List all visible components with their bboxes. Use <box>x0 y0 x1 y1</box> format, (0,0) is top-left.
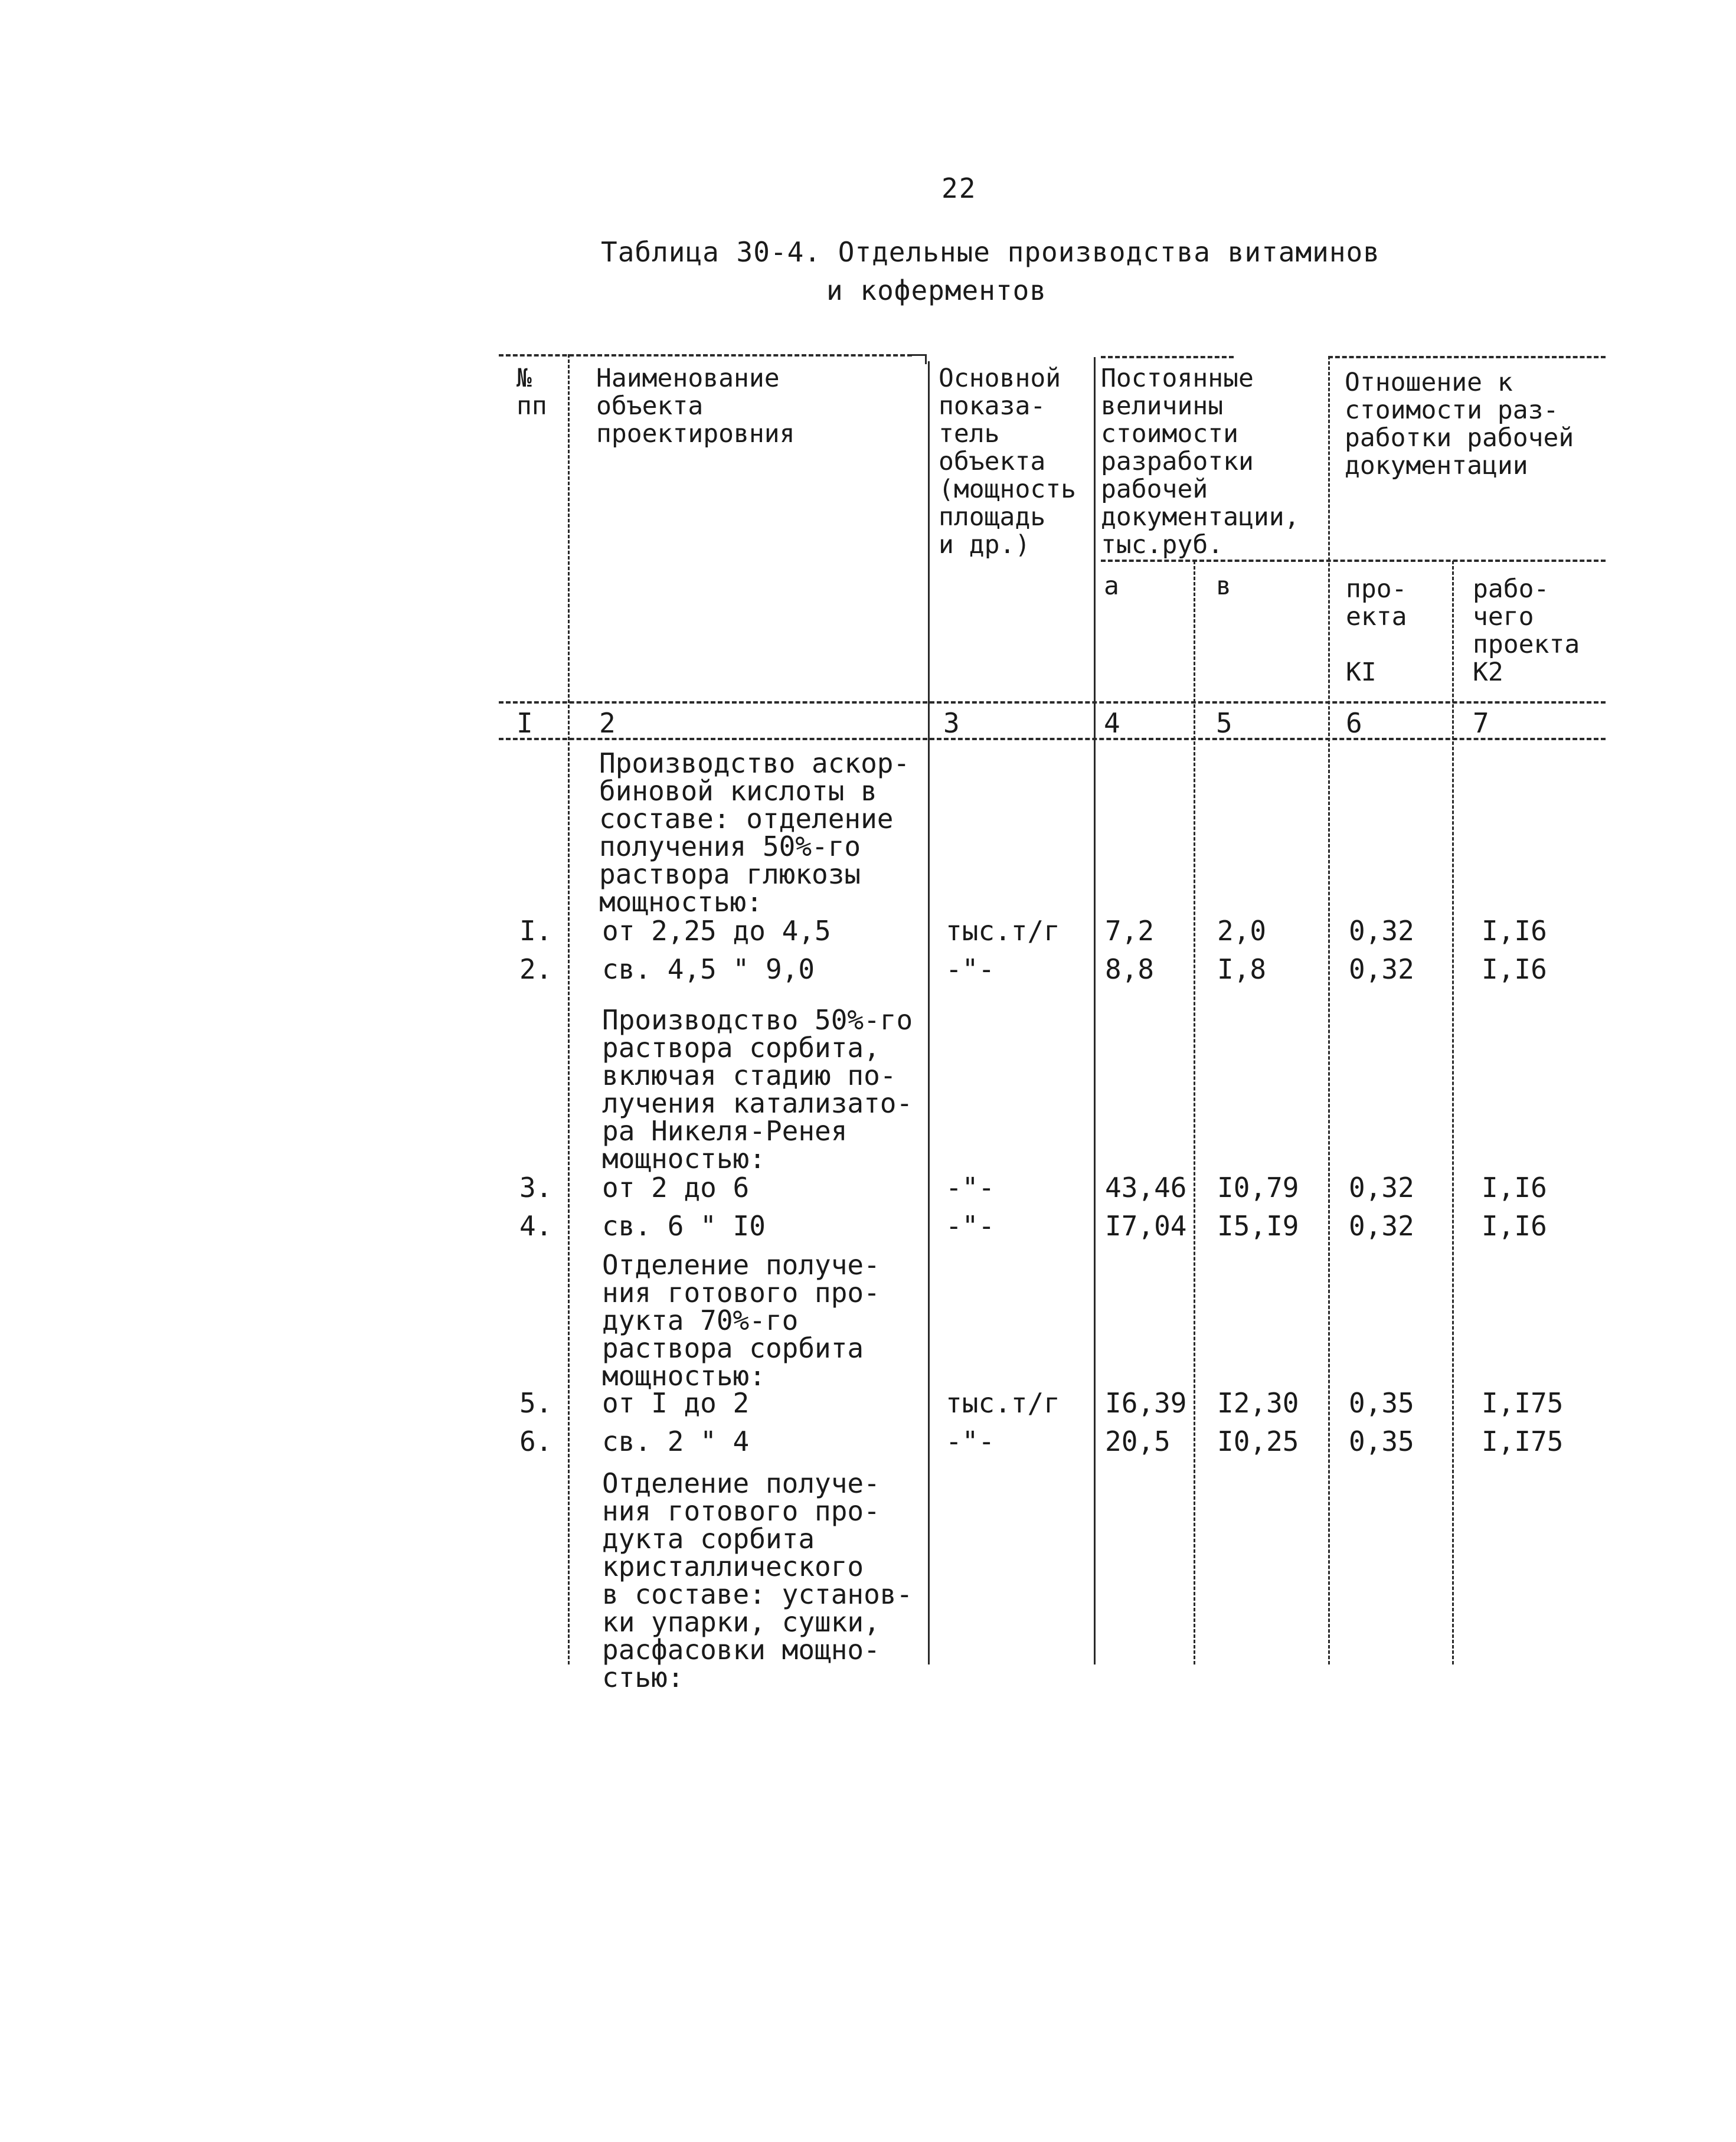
row-a: 20,5 <box>1105 1425 1171 1457</box>
table-caption-line1: Таблица 30-4. Отдельные производства витаминов <box>601 236 1380 268</box>
header-ratio: Отношение к стоимости раз- работки рабочей документации <box>1345 368 1574 480</box>
row-name: св. 4,5 " 9,0 <box>602 953 815 985</box>
row-k2: I,I6 <box>1482 915 1547 947</box>
row-k2: I,I75 <box>1482 1387 1564 1419</box>
row-a: 7,2 <box>1105 915 1155 947</box>
colnum-3: 3 <box>943 707 960 739</box>
header-sub-k2: рабо- чего проекта K2 <box>1473 574 1580 687</box>
section-heading: Отделение получе- ния готового про- дукта сорбита кристаллического в составе: установ- ки упарки, сушки, расфасовки мощно- стью: <box>602 1467 913 1693</box>
header-name: Наименование объекта проектировния <box>596 364 795 449</box>
row-k2: I,I6 <box>1482 953 1547 985</box>
section-heading: Производство аскор- биновой кислоты в составе: отделение получения 50%-го раствора глюкозы мощностью: <box>599 747 910 918</box>
row-a: 43,46 <box>1105 1172 1187 1204</box>
row-k1: 0,32 <box>1349 953 1414 985</box>
header-number: № пп <box>516 364 547 421</box>
row-k2: I,I6 <box>1482 1210 1547 1242</box>
row-b: I2,30 <box>1217 1387 1299 1419</box>
row-name: от 2,25 до 4,5 <box>602 915 831 947</box>
rule-top-right2 <box>1328 356 1606 358</box>
rule-colnums-bottom <box>499 738 1606 740</box>
vline-3 <box>1094 357 1096 1664</box>
row-number: 2. <box>519 953 552 985</box>
row-number: I. <box>519 915 552 947</box>
rule-top <box>499 354 912 357</box>
header-sub-b: в <box>1216 571 1231 601</box>
vline-1 <box>568 354 570 1664</box>
colnum-6: 6 <box>1346 707 1362 739</box>
row-unit: -"- <box>946 1425 995 1457</box>
row-number: 6. <box>519 1425 552 1457</box>
vline-2 <box>928 361 930 1664</box>
row-k1: 0,32 <box>1349 915 1414 947</box>
row-unit: тыс.т/г <box>946 915 1060 947</box>
row-b: I,8 <box>1217 953 1267 985</box>
row-b: I0,25 <box>1217 1425 1299 1457</box>
row-k1: 0,32 <box>1349 1210 1414 1242</box>
header-sub-k1: про- екта KI <box>1346 574 1407 687</box>
colnum-5: 5 <box>1216 707 1232 739</box>
row-number: 3. <box>519 1172 552 1204</box>
section-heading: Отделение получе- ния готового про- дукта 70%-го раствора сорбита мощностью: <box>602 1249 880 1392</box>
row-a: I6,39 <box>1105 1387 1187 1419</box>
colnum-4: 4 <box>1104 707 1120 739</box>
vline-4 <box>1194 561 1195 1664</box>
row-a: 8,8 <box>1105 953 1155 985</box>
header-sub-a: а <box>1104 571 1119 601</box>
table-caption-line2: и коферментов <box>826 274 1047 306</box>
row-a: I7,04 <box>1105 1210 1187 1242</box>
row-number: 5. <box>519 1387 552 1419</box>
colnum-7: 7 <box>1473 707 1489 739</box>
row-k2: I,I6 <box>1482 1172 1547 1204</box>
row-name: от I до 2 <box>602 1387 750 1419</box>
header-constants: Постоянные величины стоимости разработки рабочей документации, тыс.руб. <box>1101 364 1300 560</box>
row-k1: 0,35 <box>1349 1387 1414 1419</box>
rule-corner <box>912 354 927 364</box>
colnum-1: I <box>516 707 533 739</box>
row-k2: I,I75 <box>1482 1425 1564 1457</box>
row-k1: 0,35 <box>1349 1425 1414 1457</box>
row-b: 2,0 <box>1217 915 1267 947</box>
row-unit: -"- <box>946 1172 995 1204</box>
header-indicator: Основной показа- тель объекта (мощность площадь и др.) <box>939 364 1076 560</box>
row-b: I0,79 <box>1217 1172 1299 1204</box>
row-unit: тыс.т/г <box>946 1387 1060 1419</box>
section-heading: Производство 50%-го раствора сорбита, включая стадию по- лучения катализато- ра Никеля-Ренея мощностью: <box>602 1004 913 1175</box>
row-unit: -"- <box>946 953 995 985</box>
rule-colnums-top <box>499 701 1606 704</box>
row-number: 4. <box>519 1210 552 1242</box>
row-name: св. 2 " 4 <box>602 1425 750 1457</box>
rule-subheader <box>1101 560 1606 562</box>
row-b: I5,I9 <box>1217 1210 1299 1242</box>
page-number: 22 <box>941 172 977 204</box>
row-name: св. 6 " I0 <box>602 1210 766 1242</box>
row-name: от 2 до 6 <box>602 1172 750 1204</box>
rule-top-right <box>1101 356 1234 358</box>
vline-6 <box>1452 561 1454 1664</box>
vline-5 <box>1328 356 1330 1664</box>
row-unit: -"- <box>946 1210 995 1242</box>
colnum-2: 2 <box>599 707 616 739</box>
row-k1: 0,32 <box>1349 1172 1414 1204</box>
